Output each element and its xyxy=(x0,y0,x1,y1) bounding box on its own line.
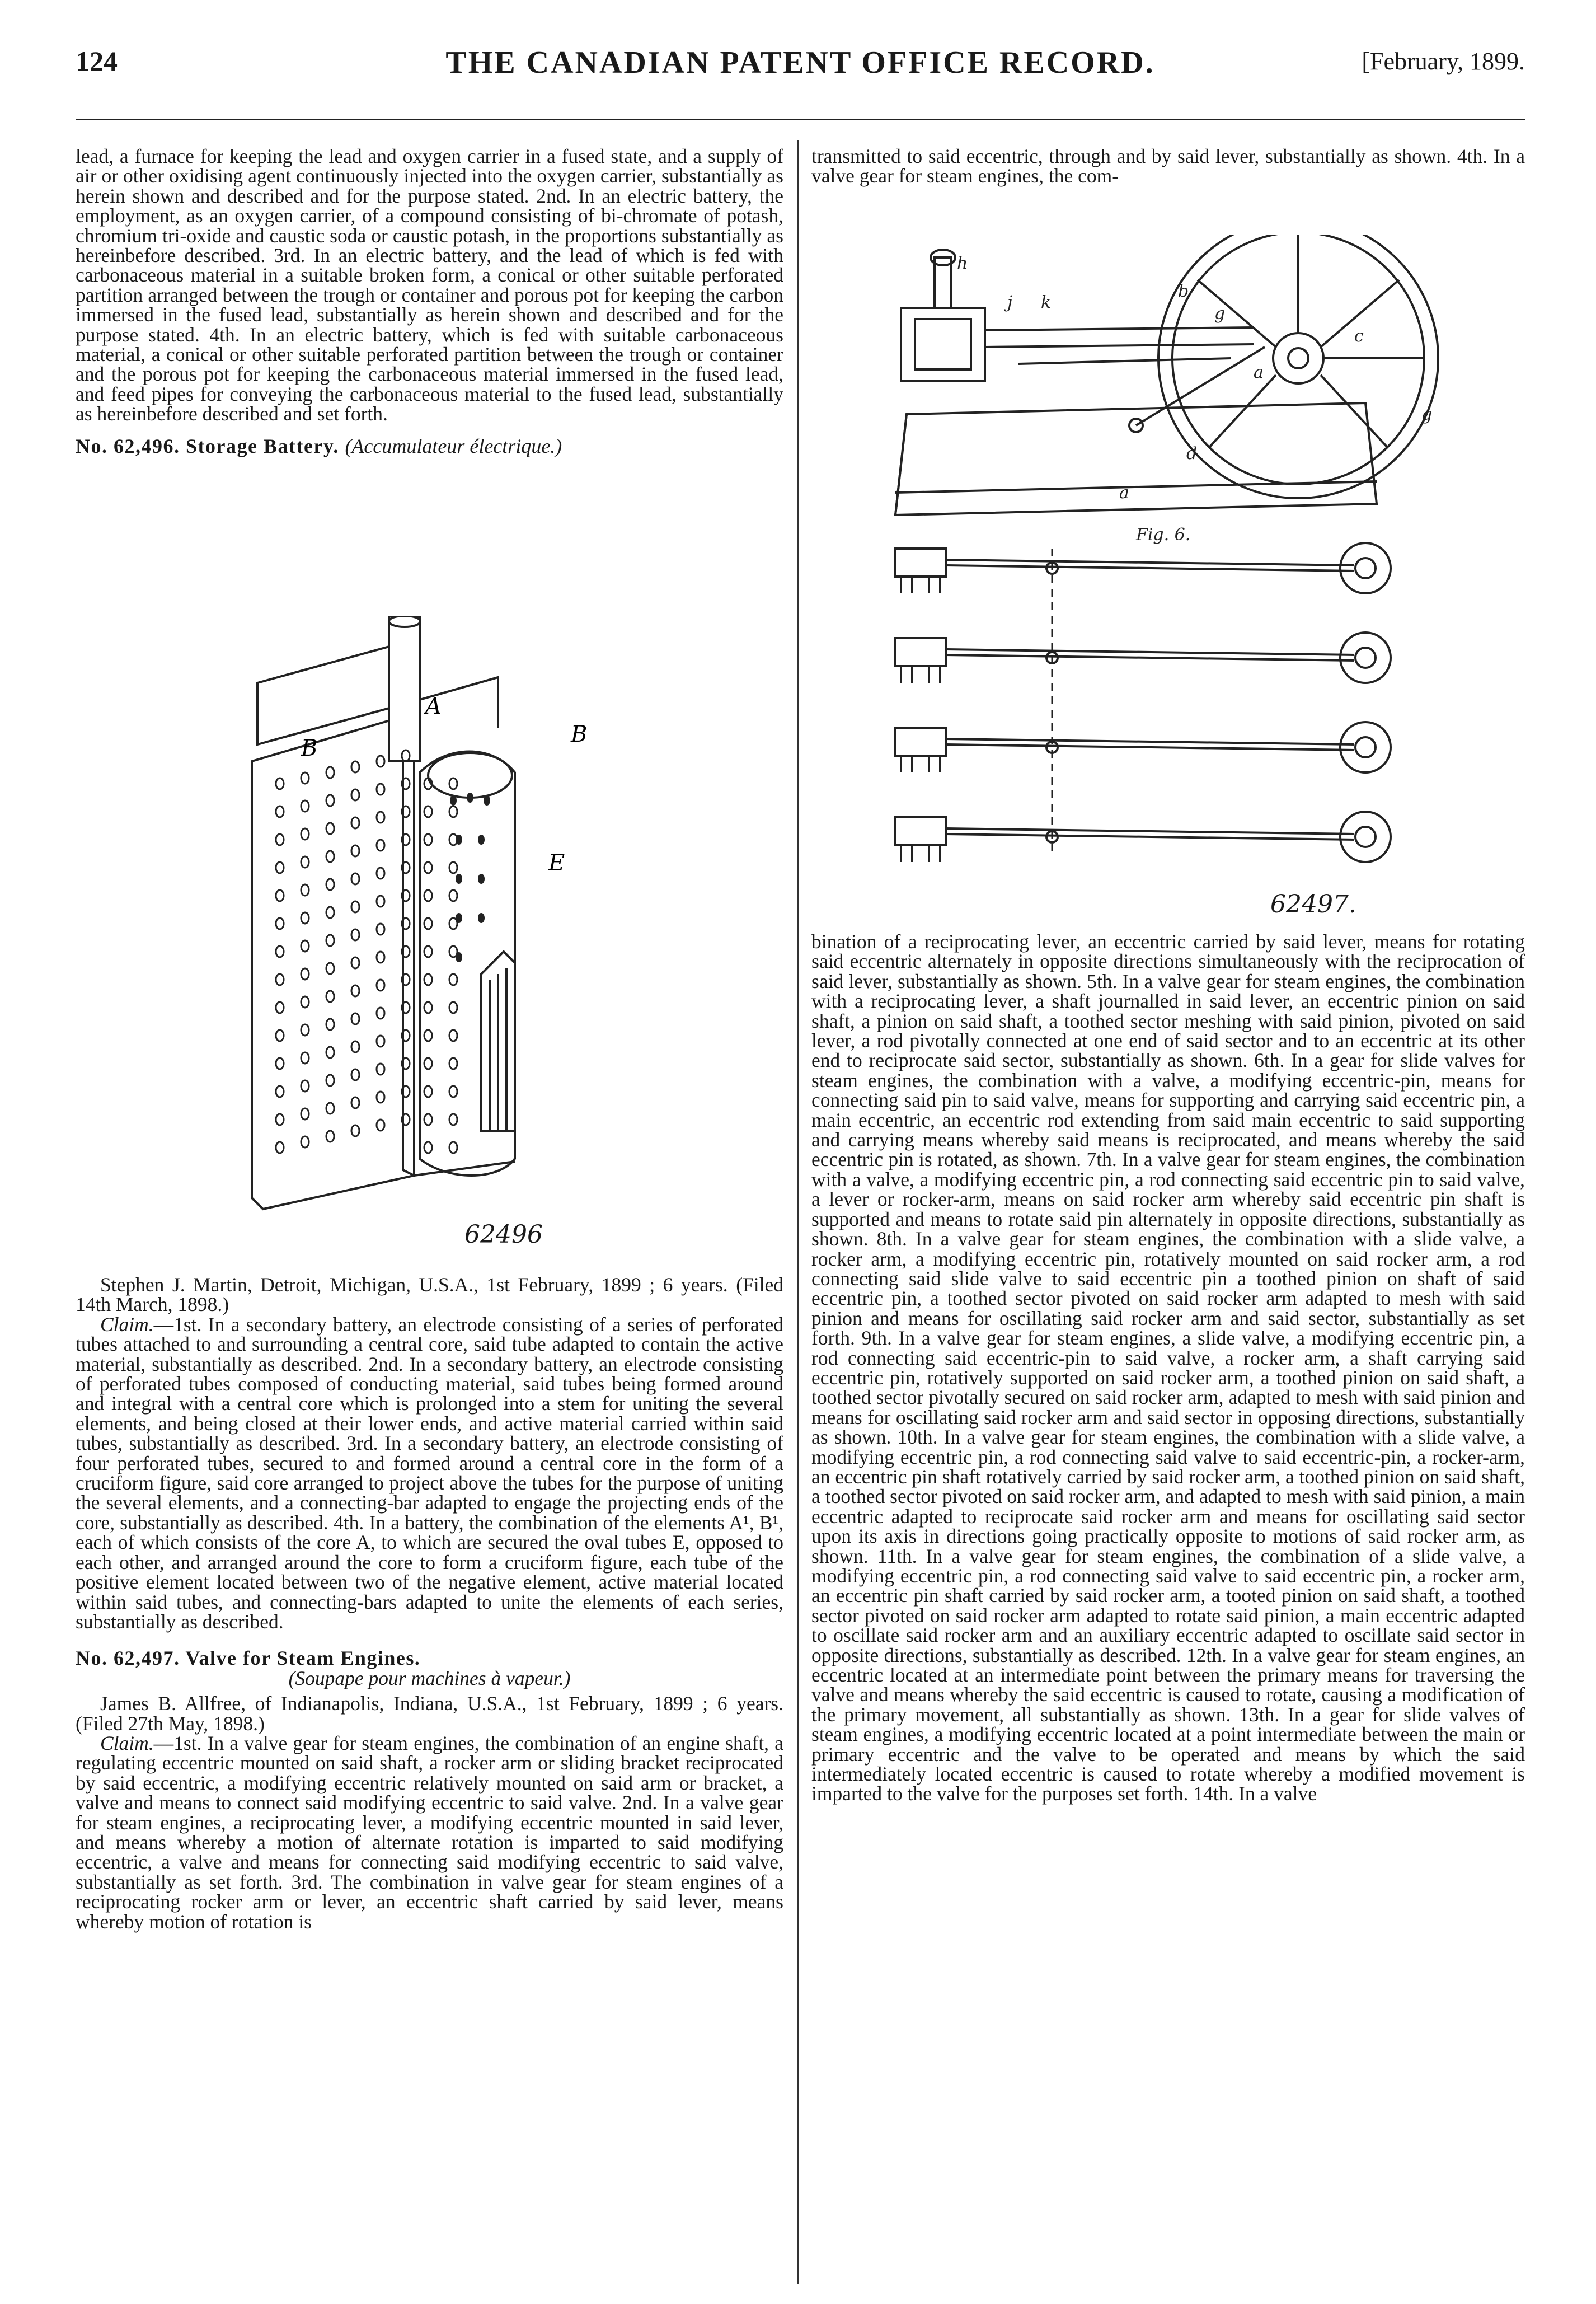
label-g: g xyxy=(1214,304,1226,324)
header-rule xyxy=(76,119,1525,120)
patent-title: Valve for Steam Engines. xyxy=(185,1647,421,1670)
label-j: j xyxy=(1007,293,1013,312)
figure-62496-label: 62496 xyxy=(464,1220,543,1249)
figure-62496-storage-battery xyxy=(235,616,593,1215)
valve-gear-drawing xyxy=(873,235,1455,884)
left-column-top xyxy=(76,147,783,456)
patent-62497-heading xyxy=(76,1649,783,1668)
figure-62497-label: 62497. xyxy=(1270,890,1356,919)
issue-date: [February, 1899. xyxy=(1362,48,1525,75)
page-header xyxy=(76,45,1525,90)
claim-text: —1st. In a secondary battery, an electrode consisting of a series of perforated tubes attached to and surrounding a central core, said tube adapted to contain the active material, substantially as described. 2nd. In a secondary battery, an electrode consisting of perforated tubes composed of conducting material, said tubes being formed around and integral with a central core which is prolonged into a stem for uniting the several elements, and being closed at their lower ends, and active material carried within said tubes, substantially as described. 3rd. In a secondary battery, an electrode consisting of four perforated tubes, secured to and formed around a central core in the form of a cruciform figure, said core arranged to project above the tubes for the purpose of uniting the several elements, and a connecting-bar adapted to engage the projecting ends of the core, substantially as described. 4th. In a battery, the combination of the elements A¹, B¹, each of which consists of the core A, to which are secured the oval tubes E, opposed to each other, and arranged around the core to form a cruciform figure, each tube of the positive element located between two of the negative element, active material located within said tubes, and connecting-bars adapted to unite the elements of each series, substantially as described. xyxy=(76,1313,783,1633)
label-b-right: B xyxy=(571,722,588,747)
patent-title: Storage Battery. xyxy=(186,434,339,457)
storage-battery-drawing xyxy=(235,616,593,1215)
claim-label: Claim. xyxy=(100,1731,154,1754)
label-g2: g xyxy=(1421,405,1433,424)
label-d: d xyxy=(1186,444,1198,463)
label-k: k xyxy=(1041,293,1052,312)
continued-claims-text: lead, a furnace for keeping the lead and oxygen carrier in a fused state, and a supply of air or other oxidising agent continuously injected into the oxygen carrier, substantially as herein shown and described and for the purpose stated. 2nd. In an electric battery, the employment, as an oxygen carrier, of a compound consisting of bi-chromate of potash, chromium tri-oxide and caustic soda or caustic potash, in the proportions substantially as hereinbefore described. 3rd. In an electric battery, and the lead of which is fed with carbonaceous material in a suitable broken form, a conical or other suitable perforated partition arranged between the trough or container and porous pot for keeping the carbon immersed in the fused lead, substantially as herein shown and described and for the purpose stated. 4th. In an electric battery, which is fed with suitable carbonaceous material, a conical or other suitable perforated partition between the trough or container and the porous pot for keeping the carbonaceous material immersed in the fused lead, and feed pipes for conveying the carbonaceous material to the fused lead, substantially as hereinbefore described and set forth. xyxy=(76,145,783,425)
left-column-bottom xyxy=(76,1275,783,1932)
label-a: a xyxy=(1254,363,1264,382)
patent-62497-inventor: James B. Allfree, of Indianapolis, Indiana, U.S.A., 1st February, 1899 ; 6 years. (Filed 27th May, 1898.) xyxy=(76,1692,783,1735)
figure-62497-valve-gear xyxy=(873,235,1455,884)
page-number: 124 xyxy=(76,45,118,77)
label-h: h xyxy=(957,254,968,273)
patent-62497-claims xyxy=(76,1731,783,1933)
patent-number: No. 62,496. xyxy=(76,434,180,457)
fig6-diagrams xyxy=(895,543,1391,862)
patent-62497-french-title: (Soupape pour machines à vapeur.) xyxy=(288,1666,571,1689)
patent-62497-continued-top: transmitted to said eccentric, through and by said lever, substantially as shown. 4th. In a valve gear for steam engines, the com- xyxy=(811,145,1525,188)
claim-text: —1st. In a valve gear for steam engines, the combination of an engine shaft, a regulating eccentric mounted on said shaft, a rocker arm or sliding bracket reciprocated by said eccentric, a modifying eccentric relatively mounted on said arm or bracket, a valve and means to connect said modifying eccentric to said valve. 2nd. In a valve gear for steam engines, a reciprocating lever, a modifying eccentric mounted in said lever, and means whereby a motion of alternate rotation is imparted to said modifying eccentric, a valve and means for connecting said modifying eccentric to said valve, substantially as set forth. 3rd. The combination in valve gear for steam engines of a reciprocating rocker arm or lever, an eccentric shaft carried by said lever, means whereby motion of rotation is xyxy=(76,1731,783,1933)
patent-french-title: (Accumulateur électrique.) xyxy=(345,434,562,457)
label-b: b xyxy=(1178,282,1189,301)
right-column-top xyxy=(811,147,1525,186)
label-a: A xyxy=(425,694,442,719)
patent-62496-heading xyxy=(76,434,783,457)
label-a2: a xyxy=(1119,483,1129,503)
claim-label: Claim. xyxy=(100,1313,154,1336)
label-c: c xyxy=(1354,326,1364,346)
patent-62497-continued-bottom: bination of a reciprocating lever, an eccentric carried by said lever, means for rotating said eccentric alternately in opposite directions simultaneously with the reciprocation of said lever, substantially as shown. 5th. In a valve gear for steam engines, the combination with a reciprocating lever, a shaft journalled in said lever, an eccentric pinion on said shaft, a pinion on said shaft, a toothed sector meshing with said pinion, pivoted on said lever, a rod pivotally connected at one end of said sector and to an eccentric at its other end to reciprocate said sector, substantially as shown. 6th. In a gear for slide valves for steam engines, the combination with a valve, a modifying eccentric-pin, means for connecting said pin to said valve, means for supporting and carrying said eccentric pin, a main eccentric, an eccentric rod extending from said main eccentric to said supporting and carrying means whereby said means is reciprocated, and means whereby the said eccentric pin is rotated, as shown. 7th. In a valve gear for steam engines, the combination with a valve, a modifying eccentric pin, a rod connecting said eccentric pin to said valve, a lever or rocker-arm, means on said rocker arm whereby said eccentric pin shaft is supported and means to rotate said pin alternately in opposite directions, substantially as shown. 8th. In a valve gear for steam engines, the combination with a slide valve, a rocker arm, a modifying eccentric pin, rotatively mounted on said rocker arm, a rod connecting said slide valve to said eccentric pin a toothed pinion on shaft of said eccentric pin, a toothed sector pivoted on said rocker arm adapted to mesh with said pinion and means for oscillating said rocker arm and said sector, substantially as set forth. 9th. In a valve gear for steam engines, a slide valve, a modifying eccentric pin, a rod connecting said eccentric-pin to said valve, a rocker arm, a shaft carrying said eccentric pin, rotatively supported on said rocker arm, a toothed pinion on said shaft, a toothed sector pivotally secured on said rocker arm, adapted to mesh with said pinion and means for oscillating said rocker arm and said sector in opposing directions, substantially as shown. 10th. In a valve gear for steam engines, the combination with a slide valve, a modifying eccentric pin, a rod connecting said valve to said eccentric-pin, a rocker-arm, an eccentric pin shaft rotatively carried by said rocker arm, a toothed pinion on said shaft, a toothed sector pivoted on said rocker arm, and adapted to mesh with said pinion, a main eccentric adapted to reciprocate said rocker arm and means for oscillating said sector upon its axis in directions going practically opposite to motions of said rocker arm, as shown. 11th. In a valve gear for steam engines, the combination of a slide valve, a modifying eccentric pin, a rod connecting said valve to said eccentric pin, a rocker arm, an eccentric pin shaft carried by said rocker arm, a tooted pinion on said shaft, a toothed sector pivoted on said rocker arm adapted to rotate said pinion, a main eccentric adapted to oscillate said rocker arm and an auxiliary eccentric adapted to oscillate said sector in opposite directions, substantially as described. 12th. In a valve gear for steam engines, an eccentric located at an intermediate point between the primary means for traversing the valve and means whereby the said eccentric is caused to rotate, causing a modification of the primary movement, all substantially as shown. 13th. In a gear for slide valves of steam engines, a modifying eccentric located at a point intermediate between the main or primary eccentric and the valve to be operated and means by which the said intermediately located eccentric is caused to rotate whereby a modified movement is imparted to the valve for the purposes set forth. 14th. In a valve xyxy=(811,930,1525,1805)
right-column-bottom xyxy=(811,932,1525,1804)
patent-62496-claims xyxy=(76,1315,783,1632)
column-divider xyxy=(797,140,799,2284)
fig6-caption: Fig. 6. xyxy=(1136,525,1191,545)
label-b-left: B xyxy=(301,736,318,761)
journal-title: THE CANADIAN PATENT OFFICE RECORD. xyxy=(445,45,1155,80)
patent-62496-inventor: Stephen J. Martin, Detroit, Michigan, U.S.A., 1st February, 1899 ; 6 years. (Filed 14th March, 1898.) xyxy=(76,1273,783,1316)
label-e: E xyxy=(548,850,565,876)
patent-number: No. 62,497. xyxy=(76,1647,180,1670)
